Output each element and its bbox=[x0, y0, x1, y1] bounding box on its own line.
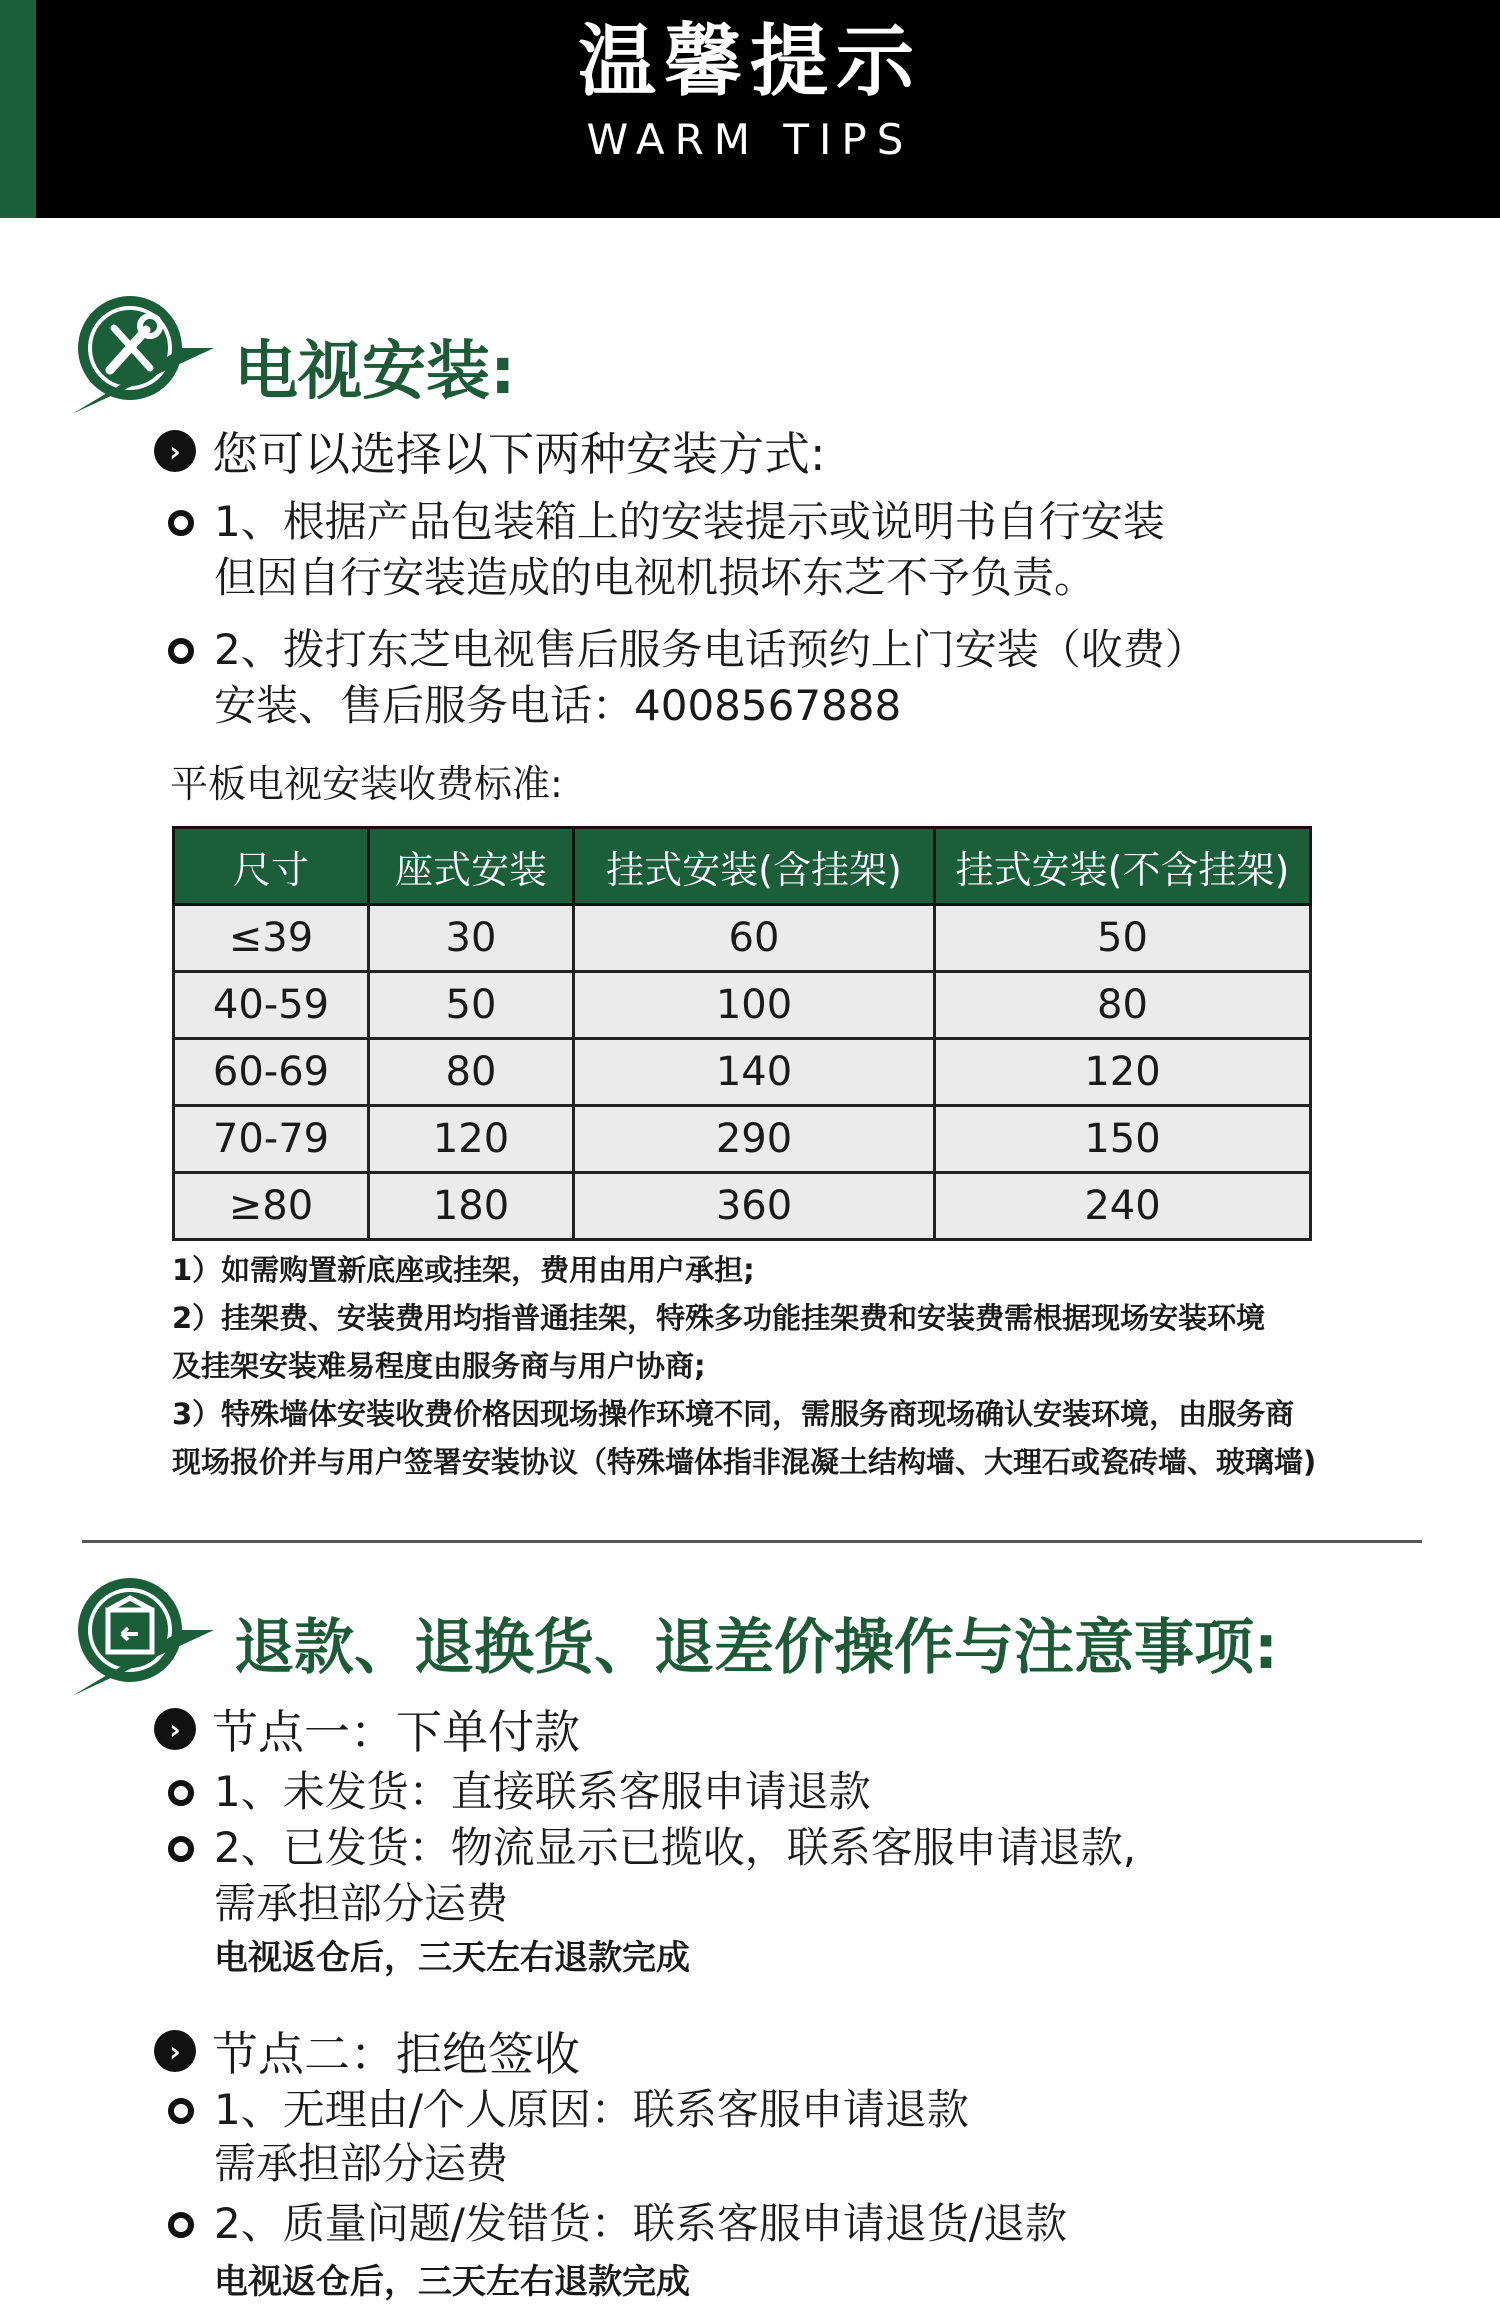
refund-node1-item2-line2: 需承担部分运费 bbox=[214, 1879, 509, 1928]
table-row bbox=[174, 1173, 1311, 1240]
ring-bullet-icon bbox=[168, 510, 194, 536]
page-subtitle: WARM TIPS bbox=[586, 115, 914, 164]
refund-node1-item2-note: 电视返仓后，三天左右退款完成 bbox=[214, 1938, 690, 1978]
arrow-circle-icon: › bbox=[154, 1708, 196, 1750]
arrow-circle-icon: › bbox=[154, 2030, 196, 2072]
header-banner bbox=[0, 0, 1500, 218]
table-cell: 100 bbox=[574, 972, 935, 1039]
install-option2-line1: 2、拨打东芝电视售后服务电话预约上门安装（收费） bbox=[214, 625, 1207, 674]
table-cell: 60 bbox=[574, 905, 935, 972]
install-note: 1）如需购置新底座或挂架，费用由用户承担; bbox=[172, 1253, 755, 1287]
table-cell: 50 bbox=[935, 905, 1311, 972]
table-header-cell: 尺寸 bbox=[174, 828, 369, 905]
install-option1-line1: 1、根据产品包装箱上的安装提示或说明书自行安装 bbox=[214, 497, 1165, 546]
table-cell: 290 bbox=[574, 1106, 935, 1173]
refund-node2-item1-line2: 需承担部分运费 bbox=[214, 2139, 509, 2188]
table-cell: 70-79 bbox=[174, 1106, 369, 1173]
install-note: 2）挂架费、安装费用均指普通挂架，特殊多功能挂架费和安装费需根据现场安装环境 bbox=[172, 1301, 1266, 1335]
ring-bullet-icon bbox=[168, 2212, 194, 2238]
table-header-cell: 挂式安装(不含挂架) bbox=[935, 828, 1311, 905]
install-note: 及挂架安装难易程度由服务商与用户协商; bbox=[172, 1349, 706, 1383]
package-return-icon bbox=[64, 1570, 214, 1700]
arrow-circle-icon: › bbox=[154, 430, 196, 472]
table-header-cell: 座式安装 bbox=[369, 828, 574, 905]
install-note: 3）特殊墙体安装收费价格因现场操作环境不同，需服务商现场确认安装环境，由服务商 bbox=[172, 1397, 1295, 1431]
ring-bullet-icon bbox=[168, 638, 194, 664]
install-lead bbox=[154, 418, 826, 484]
install-lead-text: 您可以选择以下两种安装方式: bbox=[212, 427, 826, 481]
refund-node2-label: 节点二：拒绝签收 bbox=[212, 2027, 580, 2081]
install-option1-line2: 但因自行安装造成的电视机损坏东芝不予负责。 bbox=[214, 553, 1097, 602]
install-fee-table bbox=[172, 826, 1312, 1241]
table-cell: 80 bbox=[935, 972, 1311, 1039]
table-cell: 240 bbox=[935, 1173, 1311, 1240]
section-divider bbox=[82, 1540, 1422, 1543]
fee-caption: 平板电视安装收费标准: bbox=[170, 762, 563, 806]
table-header-cell: 挂式安装(含挂架) bbox=[574, 828, 935, 905]
table-cell: 120 bbox=[935, 1039, 1311, 1106]
table-cell: 180 bbox=[369, 1173, 574, 1240]
wrench-screwdriver-icon bbox=[64, 288, 214, 418]
table-row bbox=[174, 972, 1311, 1039]
table-cell: ≤39 bbox=[174, 905, 369, 972]
table-cell: 60-69 bbox=[174, 1039, 369, 1106]
refund-node2-item2-line1: 2、质量问题/发错货：联系客服申请退货/退款 bbox=[214, 2199, 1068, 2248]
refund-node2 bbox=[154, 2018, 580, 2084]
table-cell: 120 bbox=[369, 1106, 574, 1173]
refund-node1 bbox=[154, 1696, 580, 1762]
table-cell: 80 bbox=[369, 1039, 574, 1106]
table-row bbox=[174, 1106, 1311, 1173]
table-row bbox=[174, 1039, 1311, 1106]
table-cell: 360 bbox=[574, 1173, 935, 1240]
ring-bullet-icon bbox=[168, 2098, 194, 2124]
refund-node1-item2-line1: 2、已发货：物流显示已揽收，联系客服申请退款, bbox=[214, 1823, 1137, 1872]
ring-bullet-icon bbox=[168, 1836, 194, 1862]
table-cell: 30 bbox=[369, 905, 574, 972]
install-section-title: 电视安装: bbox=[234, 335, 516, 409]
ring-bullet-icon bbox=[168, 1780, 194, 1806]
table-cell: 150 bbox=[935, 1106, 1311, 1173]
table-cell: 50 bbox=[369, 972, 574, 1039]
refund-node2-item2-note: 电视返仓后，三天左右退款完成 bbox=[214, 2262, 690, 2302]
table-cell: 40-59 bbox=[174, 972, 369, 1039]
refund-node1-item1: 1、未发货：直接联系客服申请退款 bbox=[214, 1767, 871, 1816]
refund-section-title: 退款、退换货、退差价操作与注意事项: bbox=[234, 1613, 1278, 1683]
table-cell: ≥80 bbox=[174, 1173, 369, 1240]
table-header-row bbox=[174, 828, 1311, 905]
refund-node2-item1-line1: 1、无理由/个人原因：联系客服申请退款 bbox=[214, 2085, 969, 2134]
refund-node1-label: 节点一：下单付款 bbox=[212, 1705, 580, 1759]
install-option2-line2: 安装、售后服务电话：4008567888 bbox=[214, 681, 902, 730]
install-note: 现场报价并与用户签署安装协议（特殊墙体指非混凝土结构墙、大理石或瓷砖墙、玻璃墙) bbox=[172, 1445, 1317, 1479]
table-row bbox=[174, 905, 1311, 972]
table-cell: 140 bbox=[574, 1039, 935, 1106]
page-title: 温馨提示 bbox=[577, 17, 922, 107]
